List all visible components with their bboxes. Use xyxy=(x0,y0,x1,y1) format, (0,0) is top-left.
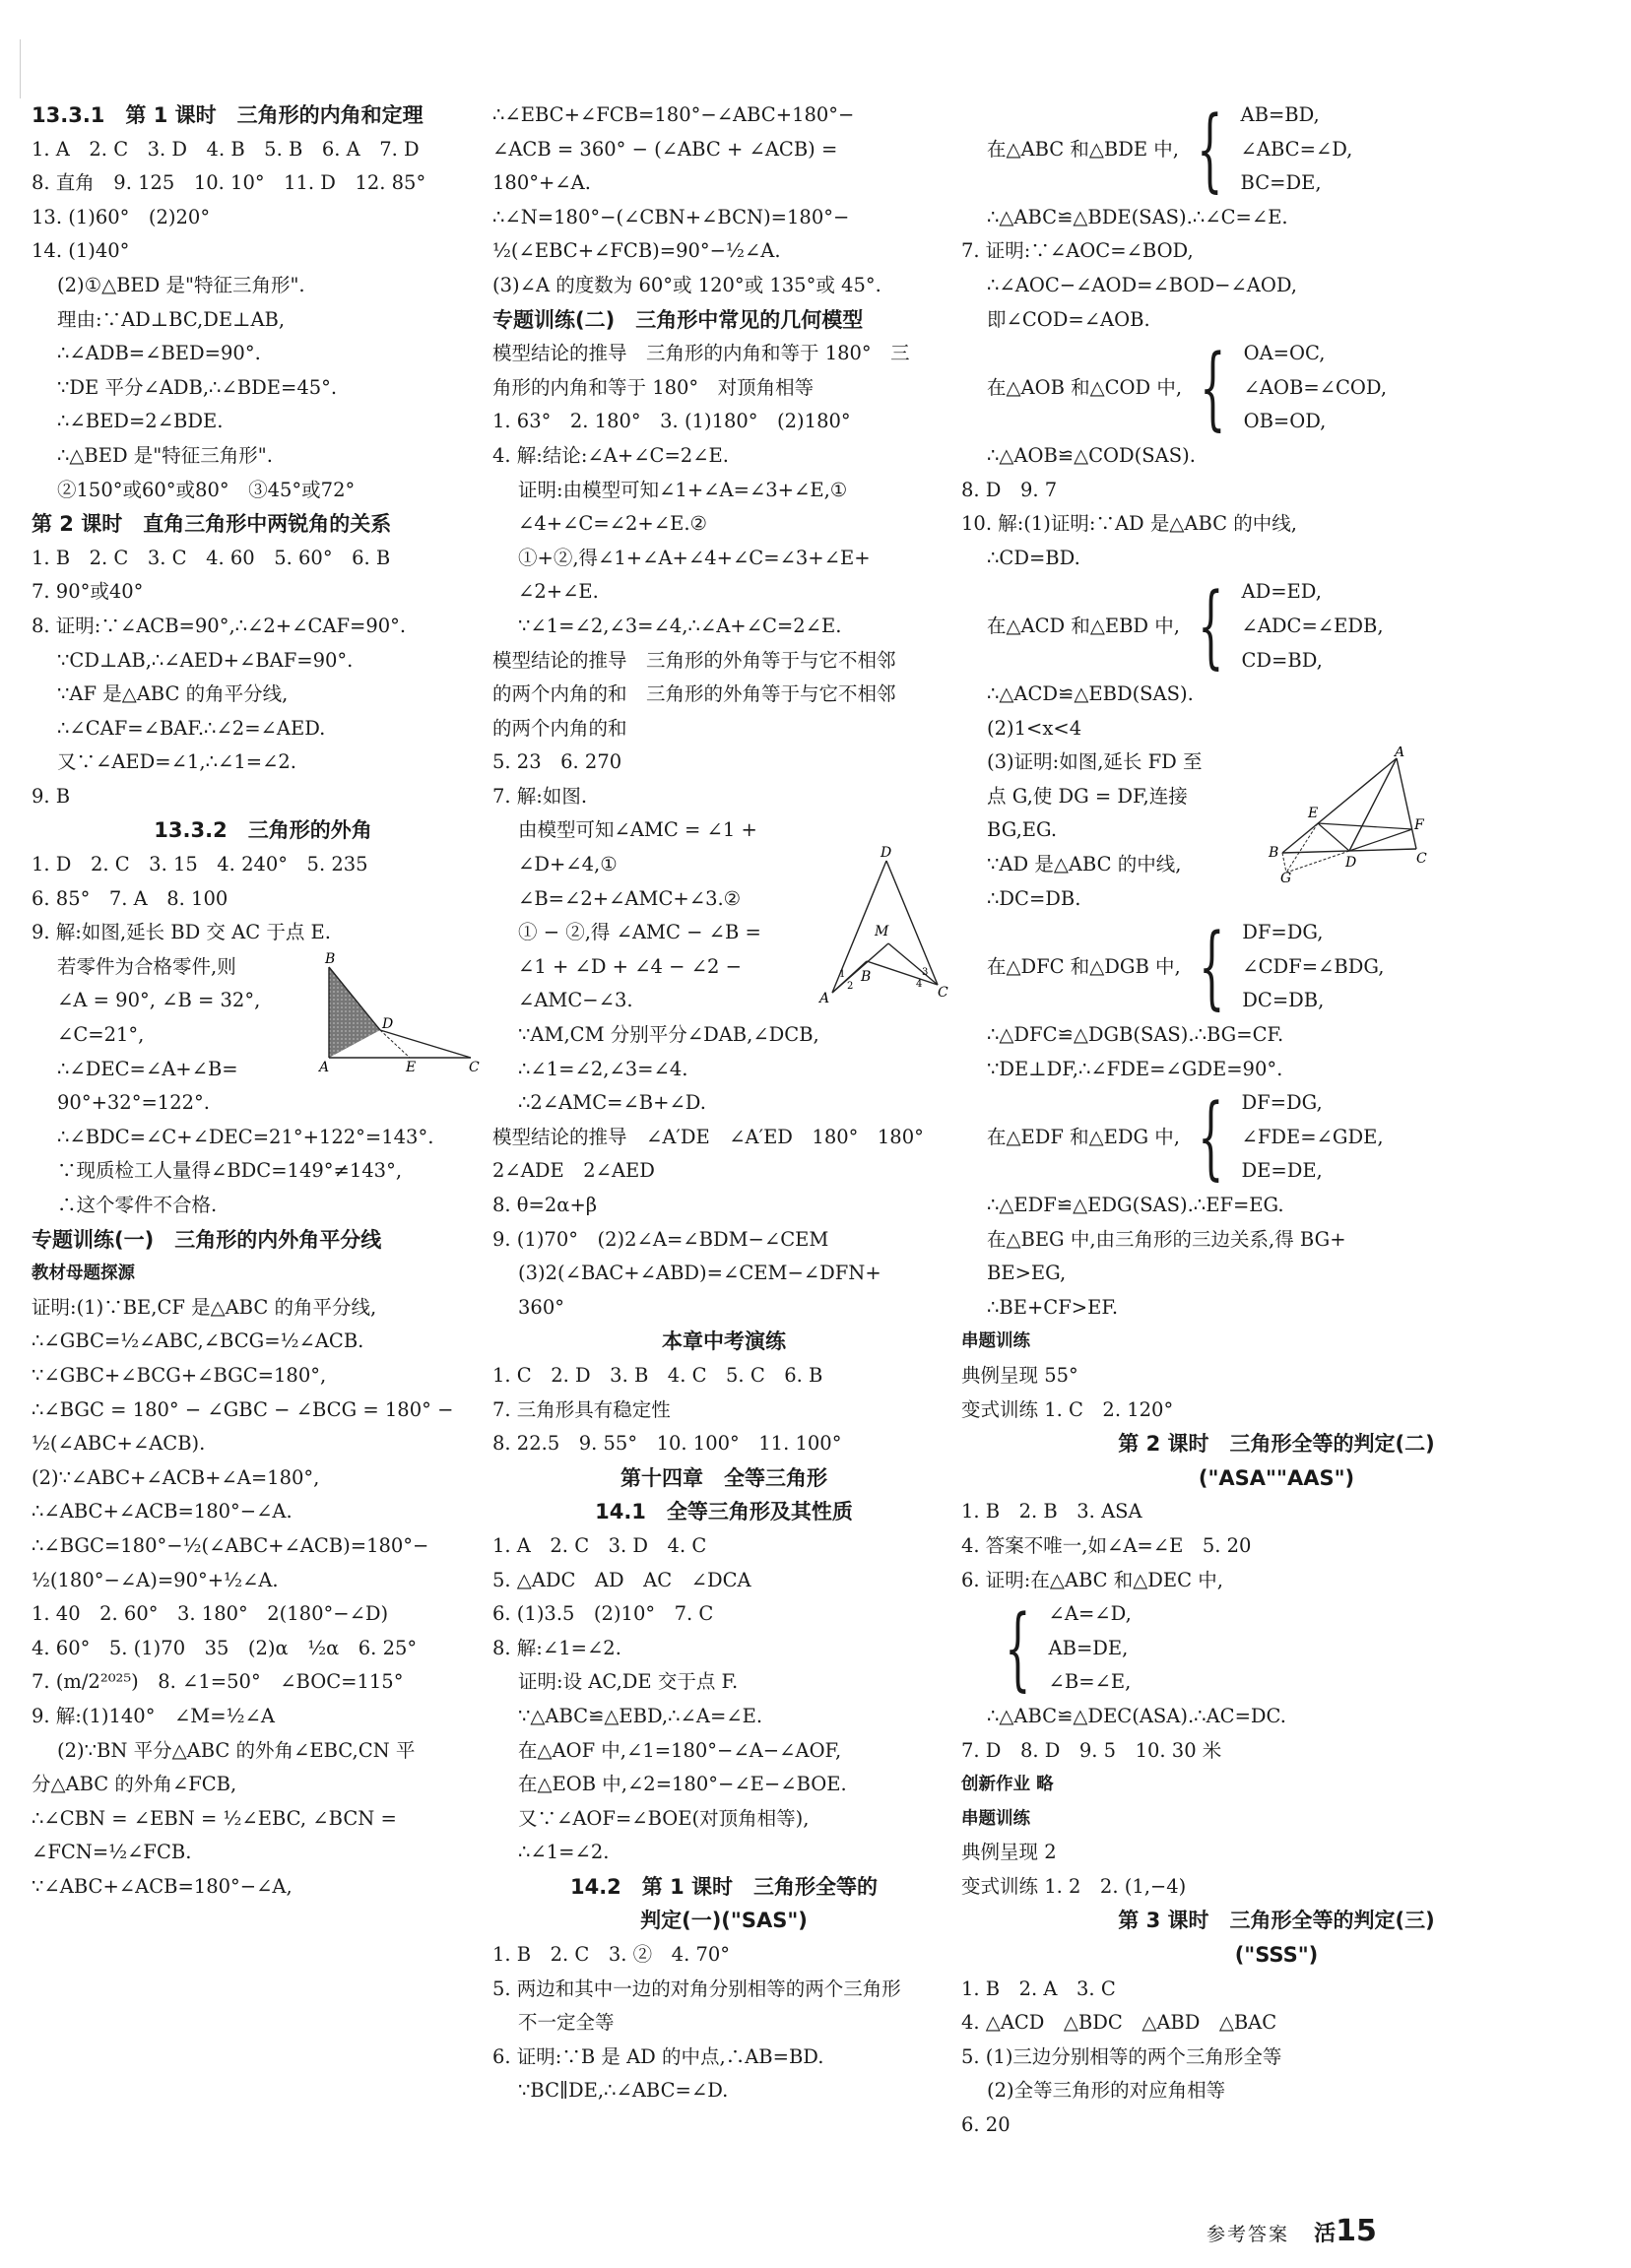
answer-line: ½(∠EBC+∠FCB)=90°−½∠A. xyxy=(492,239,781,263)
equation-system xyxy=(961,916,1592,1018)
system-line: ∠FDE=∠GDE, xyxy=(1241,1125,1384,1148)
answer-line: 在△BEG 中,由三角形的三边关系,得 BG+ xyxy=(987,1227,1346,1251)
system-line: DF=DG, xyxy=(1242,921,1324,944)
answer-line: 6. (1)3.5 (2)10° 7. C xyxy=(492,1602,714,1626)
answer-line: ∴△ACD≌△EBD(SAS). xyxy=(987,682,1194,706)
answer-line: ∵CD⊥AB,∴∠AED+∠BAF=90°. xyxy=(57,648,354,672)
answer-line: 6. 85° 7. A 8. 100 xyxy=(32,886,228,910)
sub-heading: 创新作业 略 xyxy=(961,1775,1054,1795)
brace: { xyxy=(1198,1084,1224,1191)
answer-line: 1. A 2. C 3. D 4. C xyxy=(492,1533,707,1557)
answer-line: 7. 证明:∵∠AOC=∠BOD, xyxy=(961,239,1194,263)
answer-line: ∴BE+CF>EF. xyxy=(987,1295,1119,1319)
system-line: ∠A=∠D, xyxy=(1048,1602,1132,1626)
answer-line: 典例呈现 55° xyxy=(961,1363,1078,1387)
fig2-label-2: 2 xyxy=(847,981,854,992)
answer-line: ∴△EDF≌△EDG(SAS).∴EF=EG. xyxy=(987,1194,1284,1216)
answer-line: 7. 90°或40° xyxy=(32,580,144,604)
answer-line: ∴∠1=∠2. xyxy=(518,1841,610,1864)
section-heading: 专题训练(一) 三角形的内外角平分线 xyxy=(32,1227,382,1252)
answer-line: 8. 证明:∵∠ACB=90°,∴∠2+∠CAF=90°. xyxy=(32,614,407,637)
answer-line: ∴∠ADB=∠BED=90°. xyxy=(57,342,261,365)
answer-line: ∴△ABC≌△BDE(SAS).∴∠C=∠E. xyxy=(987,205,1288,228)
answer-line: 9. 解:如图,延长 BD 交 AC 于点 E. xyxy=(32,921,331,944)
answer-line: ∵AM,CM 分别平分∠DAB,∠DCB, xyxy=(518,1023,819,1047)
fig3-label-C: C xyxy=(1416,851,1427,867)
system-line: AB=DE, xyxy=(1048,1636,1129,1659)
answer-line: 8. 直角 9. 125 10. 10° 11. D 12. 85° xyxy=(32,171,426,195)
answer-line: (2)∵∠ABC+∠ACB+∠A=180°, xyxy=(32,1465,320,1489)
figure-dart-model xyxy=(817,845,955,1010)
answer-column-3 xyxy=(961,98,1592,2143)
answer-line: 变式训练 1. 2 2. (1,−4) xyxy=(961,1874,1187,1898)
answer-line: 模型结论的推导 ∠A′DE ∠A′ED 180° 180° xyxy=(492,1125,924,1148)
section-heading: 13.3.1 第 1 课时 三角形的内角和定理 xyxy=(32,103,424,127)
answer-line: ∵现质检工人量得∠BDC=149°≠143°, xyxy=(57,1159,403,1183)
fig2-label-A: A xyxy=(819,991,830,1006)
answer-line: 7. D 8. D 9. 5 10. 30 米 xyxy=(961,1738,1222,1762)
answer-line: 的两个内角的和 三角形的外角等于与它不相邻 xyxy=(492,682,896,706)
answer-line: 6. 20 xyxy=(961,2113,1011,2137)
answer-line: ∴2∠AMC=∠B+∠D. xyxy=(518,1091,706,1115)
answer-line: 证明:设 AC,DE 交于点 F. xyxy=(518,1670,739,1694)
answer-line: 典例呈现 2 xyxy=(961,1841,1057,1864)
system-intro: 在△AOB 和△COD 中, xyxy=(987,375,1183,399)
answer-line: 8. 22.5 9. 55° 10. 100° 11. 100° xyxy=(492,1432,842,1456)
fig1-label-C: C xyxy=(469,1060,480,1073)
section-heading: 第 2 课时 三角形全等的判定(二) xyxy=(1118,1432,1435,1457)
fig3-label-A: A xyxy=(1395,746,1405,760)
brace: { xyxy=(1198,573,1224,680)
answer-line: BE>EG, xyxy=(987,1262,1067,1285)
fig2-label-1: 1 xyxy=(839,969,846,980)
answer-line: 360° xyxy=(518,1295,564,1319)
sub-heading: 串题训练 xyxy=(961,1808,1030,1829)
answer-line: ∠A = 90°, ∠B = 32°, xyxy=(57,989,261,1012)
answer-line: 6. 证明:在△ABC 和△DEC 中, xyxy=(961,1568,1223,1591)
answer-line: 1. D 2. C 3. 15 4. 240° 5. 235 xyxy=(32,853,368,876)
fig1-label-D: D xyxy=(382,1016,394,1032)
brace: { xyxy=(1198,914,1225,1020)
system-line: ∠ABC=∠D, xyxy=(1240,137,1353,161)
answer-line: (2)1<x<4 xyxy=(987,716,1082,740)
answer-line: 9. (1)70° (2)2∠A=∠BDM−∠CEM xyxy=(492,1227,829,1251)
section-heading: 14.1 全等三角形及其性质 xyxy=(595,1500,853,1524)
fig3-label-F: F xyxy=(1414,817,1424,833)
answer-line: ∴∠1=∠2,∠3=∠4. xyxy=(518,1057,688,1080)
answer-line: ∠4+∠C=∠2+∠E.② xyxy=(518,512,708,536)
answer-line: 7. 三角形具有稳定性 xyxy=(492,1397,671,1421)
answer-line: ∴∠BED=2∠BDE. xyxy=(57,410,224,433)
section-heading: ("ASA""AAS") xyxy=(1198,1465,1355,1490)
answer-line: 90°+32°=122°. xyxy=(57,1091,210,1115)
answer-line: (3)证明:如图,延长 FD 至 xyxy=(987,750,1203,774)
scan-edge-mark xyxy=(20,39,21,98)
system-line: DE=DE, xyxy=(1241,1159,1323,1183)
answer-line: ∵DE 平分∠ADB,∴∠BDE=45°. xyxy=(57,375,338,399)
answer-line: 若零件为合格零件,则 xyxy=(57,954,236,978)
answer-line: 1. B 2. C 3. ② 4. 70° xyxy=(492,1943,731,1967)
answer-line: 证明:(1)∵BE,CF 是△ABC 的角平分线, xyxy=(32,1295,377,1319)
section-heading: 13.3.2 三角形的外角 xyxy=(154,818,372,843)
answer-line: 180°+∠A. xyxy=(492,171,591,195)
fig3-label-B: B xyxy=(1269,845,1279,861)
answer-line: ∴CD=BD. xyxy=(987,546,1080,569)
answer-line: ①+②,得∠1+∠A+∠4+∠C=∠3+∠E+ xyxy=(518,546,871,569)
figure-median-extension xyxy=(1263,746,1428,884)
equation-system xyxy=(961,337,1592,439)
equation-system xyxy=(961,1597,1592,1700)
brace: { xyxy=(1200,335,1226,441)
system-line: CD=BD, xyxy=(1241,648,1323,672)
section-heading: ("SSS") xyxy=(1234,1943,1319,1968)
answer-line: ∵∠GBC+∠BCG+∠BGC=180°, xyxy=(32,1363,327,1387)
sub-heading: 串题训练 xyxy=(961,1331,1030,1352)
answer-column-2 xyxy=(492,98,955,2108)
answer-line: 的两个内角的和 xyxy=(492,716,627,740)
answer-line: ∴∠BDC=∠C+∠DEC=21°+122°=143°. xyxy=(57,1125,434,1148)
section-heading: 本章中考演练 xyxy=(662,1329,786,1354)
answer-line: 4. 60° 5. (1)70 35 (2)α ½α 6. 25° xyxy=(32,1636,418,1659)
answer-line: 6. 证明:∵B 是 AD 的中点,∴AB=BD. xyxy=(492,2044,824,2068)
system-line: AD=ED, xyxy=(1241,580,1322,604)
system-intro: 在△DFC 和△DGB 中, xyxy=(987,954,1181,978)
section-heading: 第 2 课时 直角三角形中两锐角的关系 xyxy=(32,512,392,537)
answer-line: ∠B=∠2+∠AMC+∠3.② xyxy=(518,886,742,910)
answer-line: ∴∠AOC−∠AOD=∠BOD−∠AOD, xyxy=(987,273,1297,296)
answer-line: ½(180°−∠A)=90°+½∠A. xyxy=(32,1568,279,1591)
answer-line: 模型结论的推导 三角形的内角和等于 180° 三 xyxy=(492,342,910,365)
system-line: BC=DE, xyxy=(1240,171,1322,195)
fig2-label-D: D xyxy=(881,845,892,861)
answer-line: ∴△ABC≌△DEC(ASA).∴AC=DC. xyxy=(987,1704,1286,1727)
answer-line: 5. 23 6. 270 xyxy=(492,750,622,774)
fig1-label-B: B xyxy=(325,951,336,967)
answer-line: ∠D+∠4,① xyxy=(518,853,618,876)
answer-line: ∵DE⊥DF,∴∠FDE=∠GDE=90°. xyxy=(987,1057,1283,1080)
answer-line: 4. 解:结论:∠A+∠C=2∠E. xyxy=(492,443,729,467)
answer-line: 13. (1)60° (2)20° xyxy=(32,205,211,228)
answer-line: (3)∠A 的度数为 60°或 120°或 135°或 45°. xyxy=(492,273,881,296)
fig2-label-M: M xyxy=(875,924,889,940)
answer-line: 角形的内角和等于 180° 对顶角相等 xyxy=(492,375,815,399)
system-intro: 在△EDF 和△EDG 中, xyxy=(987,1125,1180,1148)
fig2-label-C: C xyxy=(938,985,948,1001)
system-line: AB=BD, xyxy=(1240,103,1320,126)
answer-line: ∴这个零件不合格. xyxy=(57,1194,218,1216)
answer-line: 又∵∠AED=∠1,∴∠1=∠2. xyxy=(57,750,297,774)
answer-line: 证明:由模型可知∠1+∠A=∠3+∠E,① xyxy=(518,478,848,501)
answer-line: ∵AF 是△ABC 的角平分线, xyxy=(57,682,289,706)
answer-line: 又∵∠AOF=∠BOE(对顶角相等), xyxy=(518,1806,810,1830)
answer-line: 在△AOF 中,∠1=180°−∠A−∠AOF, xyxy=(518,1738,842,1762)
section-heading: 第 3 课时 三角形全等的判定(三) xyxy=(1118,1909,1435,1933)
answer-line: ∴∠N=180°−(∠CBN+∠BCN)=180°− xyxy=(492,205,850,228)
answer-line: ∵BC∥DE,∴∠ABC=∠D. xyxy=(518,2079,729,2103)
answer-line: 1. 63° 2. 180° 3. (1)180° (2)180° xyxy=(492,410,851,433)
system-line: ∠B=∠E, xyxy=(1048,1670,1132,1694)
brace: { xyxy=(1197,96,1223,202)
answer-line: ∴∠ABC+∠ACB=180°−∠A. xyxy=(32,1500,293,1523)
answer-line: 1. B 2. A 3. C xyxy=(961,1976,1116,2000)
answer-line: ∴∠GBC=½∠ABC,∠BCG=½∠ACB. xyxy=(32,1329,364,1353)
answer-line: 1. 40 2. 60° 3. 180° 2(180°−∠D) xyxy=(32,1602,389,1626)
system-line: ∠CDF=∠BDG, xyxy=(1242,954,1385,978)
fig2-label-4: 4 xyxy=(916,979,923,990)
answer-line: 1. B 2. B 3. ASA xyxy=(961,1500,1142,1523)
answer-line: 8. θ=2α+β xyxy=(492,1194,598,1216)
answer-line: 点 G,使 DG = DF,连接 xyxy=(987,784,1188,808)
answer-line: ∵△ABC≌△EBD,∴∠A=∠E. xyxy=(518,1704,763,1727)
answer-line: 模型结论的推导 三角形的外角等于与它不相邻 xyxy=(492,648,896,672)
answer-line: (2)∵BN 平分△ABC 的外角∠EBC,CN 平 xyxy=(57,1738,416,1762)
answer-line: ∠2+∠E. xyxy=(518,580,599,604)
answer-line: 变式训练 1. C 2. 120° xyxy=(961,1397,1174,1421)
section-heading: 第十四章 全等三角形 xyxy=(620,1465,827,1490)
answer-line: ∠AMC−∠3. xyxy=(518,989,633,1012)
answer-line: 2∠ADE 2∠AED xyxy=(492,1159,655,1183)
figure-exterior-angle-triangle xyxy=(313,947,481,1073)
answer-line: 理由:∵AD⊥BC,DE⊥AB, xyxy=(57,307,286,331)
answer-line: 8. 解:∠1=∠2. xyxy=(492,1636,621,1659)
answer-line: ∵AD 是△ABC 的中线, xyxy=(987,853,1182,876)
answer-line: 不一定全等 xyxy=(518,2011,615,2035)
sub-heading: 教材母题探源 xyxy=(32,1264,135,1284)
answer-line: ②150°或60°或80° ③45°或72° xyxy=(57,478,356,501)
equation-system xyxy=(961,1086,1592,1189)
answer-line: ∴∠CBN = ∠EBN = ½∠EBC, ∠BCN = xyxy=(32,1806,397,1830)
footer-brand: 活 xyxy=(1314,2222,1337,2246)
answer-line: 14. (1)40° xyxy=(32,239,130,263)
system-line: DF=DG, xyxy=(1241,1091,1323,1115)
fig2-label-B: B xyxy=(861,969,872,985)
section-heading: 判定(一)("SAS") xyxy=(640,1909,808,1933)
equation-system xyxy=(961,575,1592,678)
system-line: ∠ADC=∠EDB, xyxy=(1241,614,1384,637)
answer-line: 5. △ADC AD AC ∠DCA xyxy=(492,1568,751,1591)
fig3-label-G: G xyxy=(1280,871,1292,884)
answer-line: ∴∠EBC+∠FCB=180°−∠ABC+180°− xyxy=(492,103,855,126)
answer-line: 4. 答案不唯一,如∠A=∠E 5. 20 xyxy=(961,1533,1252,1557)
answer-line: 1. C 2. D 3. B 4. C 5. C 6. B xyxy=(492,1363,823,1387)
answer-line: ½(∠ABC+∠ACB). xyxy=(32,1432,206,1456)
answer-line: 1. A 2. C 3. D 4. B 5. B 6. A 7. D xyxy=(32,137,420,161)
answer-line: 4. △ACD △BDC △ABD △BAC xyxy=(961,2011,1277,2035)
system-line: DC=DB, xyxy=(1242,989,1325,1012)
answer-line: (2)全等三角形的对应角相等 xyxy=(987,2079,1226,2103)
answer-line: 即∠COD=∠AOB. xyxy=(987,307,1150,331)
answer-line: ∴DC=DB. xyxy=(987,886,1081,910)
answer-line: 7. (m/2²⁰²⁵) 8. ∠1=50° ∠BOC=115° xyxy=(32,1670,404,1694)
footer-label: 参考答案 xyxy=(1207,2224,1290,2245)
answer-line: ∠FCN=½∠FCB. xyxy=(32,1841,192,1864)
system-line: OA=OC, xyxy=(1243,342,1326,365)
answer-line: 5. 两边和其中一边的对角分别相等的两个三角形 xyxy=(492,1976,901,2000)
fig3-label-E: E xyxy=(1308,806,1319,821)
answer-line: ∴∠BGC=180°−½(∠ABC+∠ACB)=180°− xyxy=(32,1533,429,1557)
answer-line: ∴∠DEC=∠A+∠B= xyxy=(57,1057,238,1080)
answer-line: ① − ②,得 ∠AMC − ∠B = xyxy=(518,921,761,944)
answer-line: 分△ABC 的外角∠FCB, xyxy=(32,1773,237,1796)
answer-line: 8. D 9. 7 xyxy=(961,478,1058,501)
answer-line: ∠ACB = 360° − (∠ABC + ∠ACB) = xyxy=(492,137,838,161)
answer-line: ∴∠CAF=∠BAF.∴∠2=∠AED. xyxy=(57,716,326,740)
system-intro: 在△ABC 和△BDE 中, xyxy=(987,137,1179,161)
page-number: 15 xyxy=(1336,2214,1377,2248)
answer-line: 1. B 2. C 3. C 4. 60 5. 60° 6. B xyxy=(32,546,391,569)
answer-line: ∴△BED 是"特征三角形". xyxy=(57,443,273,467)
equation-system xyxy=(961,98,1592,201)
answer-line: ∴△DFC≌△DGB(SAS).∴BG=CF. xyxy=(987,1023,1284,1047)
answer-line: 10. 解:(1)证明:∵AD 是△ABC 的中线, xyxy=(961,512,1297,536)
answer-line: ∠C=21°, xyxy=(57,1023,145,1047)
system-line: OB=OD, xyxy=(1243,410,1327,433)
answer-line: (2)①△BED 是"特征三角形". xyxy=(57,273,305,296)
answer-line: 7. 解:如图. xyxy=(492,784,588,808)
answer-line: ∴∠BGC = 180° − ∠GBC − ∠BCG = 180° − xyxy=(32,1397,454,1421)
system-intro: 在△ACD 和△EBD 中, xyxy=(987,614,1180,637)
page-footer xyxy=(1207,2214,1377,2248)
answer-line: 9. 解:(1)140° ∠M=½∠A xyxy=(32,1704,275,1727)
answer-line: 5. (1)三边分别相等的两个三角形全等 xyxy=(961,2044,1282,2068)
answer-line: (3)2(∠BAC+∠ABD)=∠CEM−∠DFN+ xyxy=(518,1262,881,1285)
section-heading: 专题训练(二) 三角形中常见的几何模型 xyxy=(492,307,864,332)
answer-line: 9. B xyxy=(32,784,71,808)
answer-line: 在△EOB 中,∠2=180°−∠E−∠BOE. xyxy=(518,1773,847,1796)
fig2-label-3: 3 xyxy=(922,967,929,978)
answer-line: BG,EG. xyxy=(987,818,1058,842)
fig3-label-D: D xyxy=(1345,855,1357,871)
system-line: ∠AOB=∠COD, xyxy=(1243,375,1388,399)
brace: { xyxy=(1005,1595,1031,1702)
fig1-label-E: E xyxy=(406,1060,417,1073)
answer-line: ∵∠ABC+∠ACB=180°−∠A, xyxy=(32,1874,293,1898)
fig1-label-A: A xyxy=(319,1060,330,1073)
answer-line: ∵∠1=∠2,∠3=∠4,∴∠A+∠C=2∠E. xyxy=(518,614,842,637)
section-heading: 14.2 第 1 课时 三角形全等的 xyxy=(569,1874,879,1899)
answer-line: 由模型可知∠AMC = ∠1 + xyxy=(518,818,757,842)
answer-line: ∠1 + ∠D + ∠4 − ∠2 − xyxy=(518,954,742,978)
answer-line: ∴△AOB≌△COD(SAS). xyxy=(987,443,1196,467)
